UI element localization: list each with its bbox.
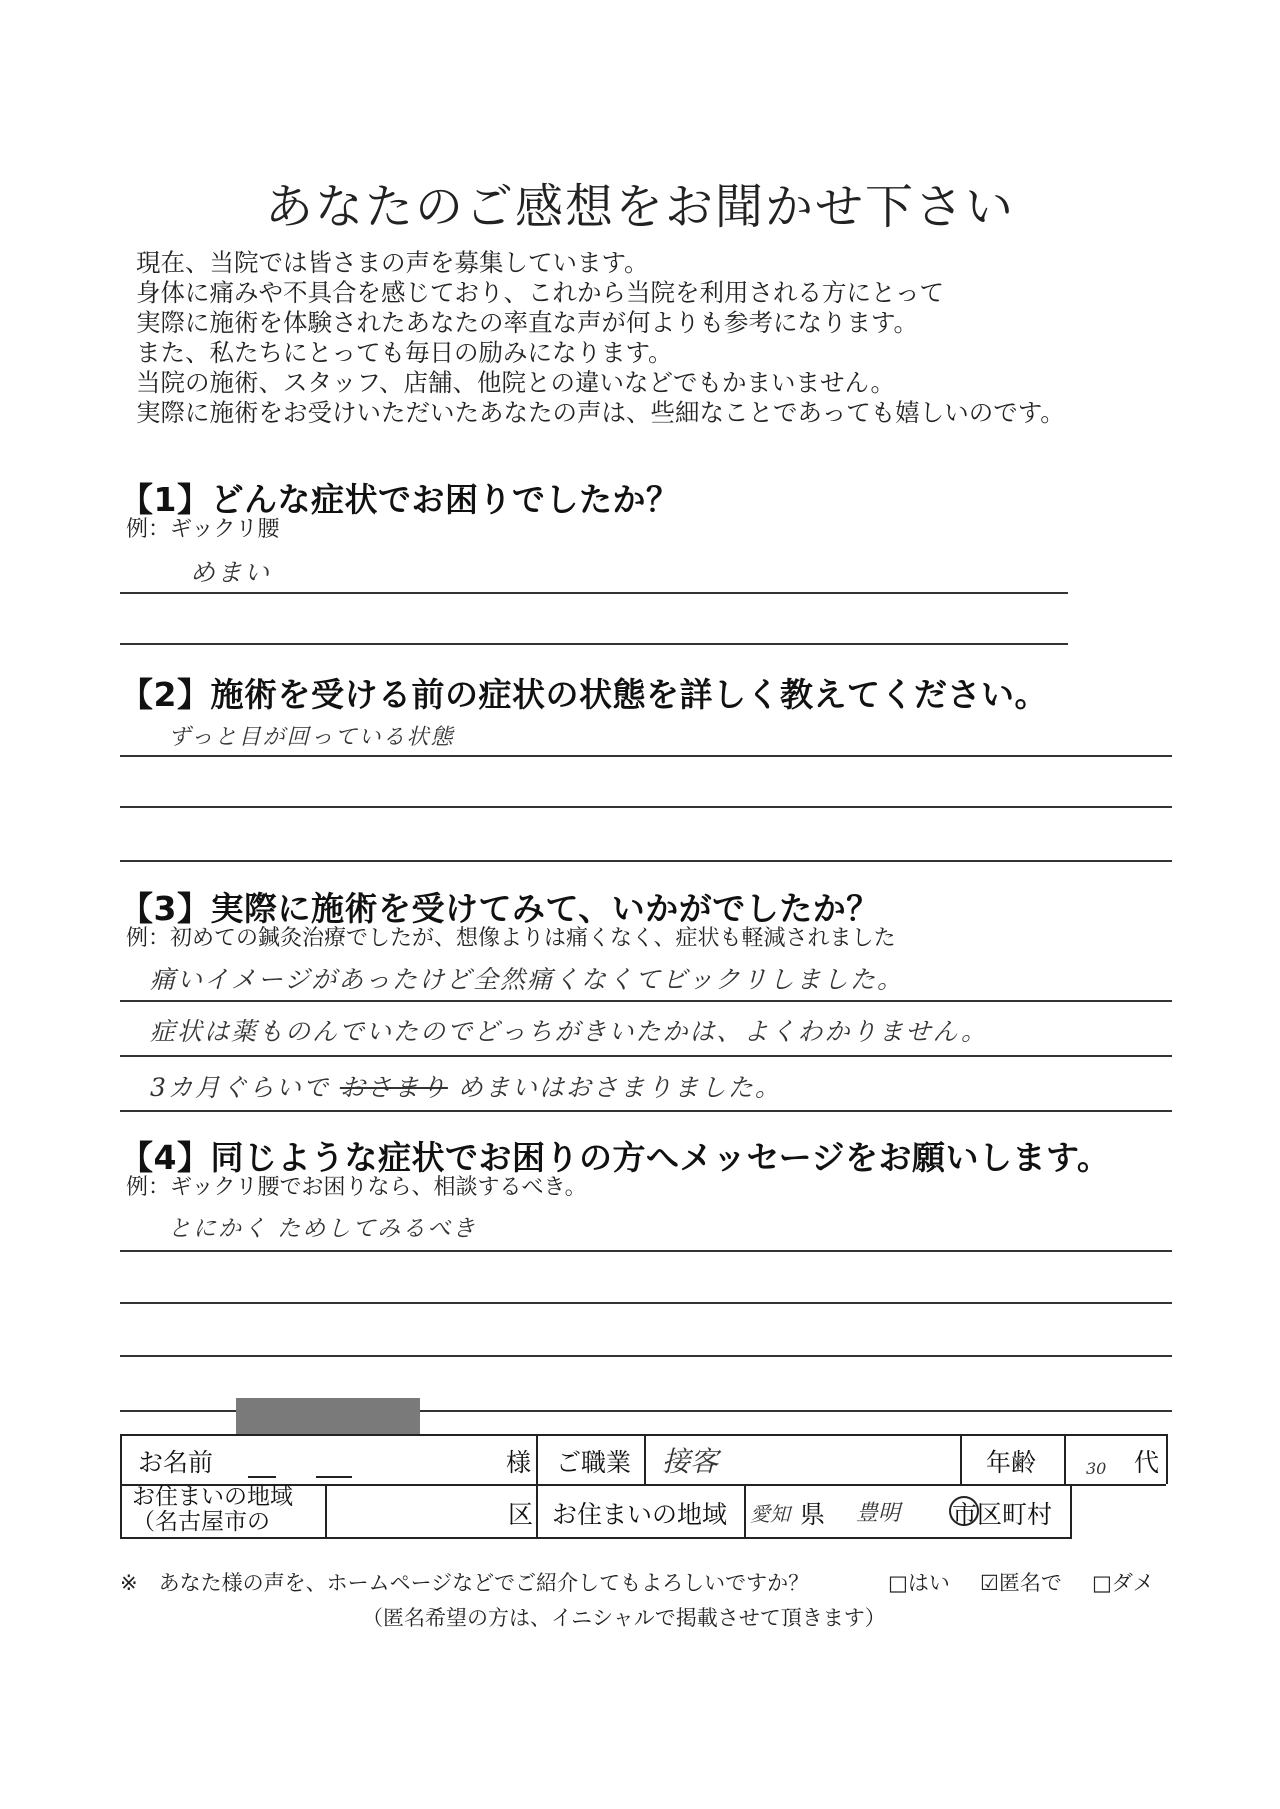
table-border bbox=[536, 1434, 538, 1539]
ken-label: 県 bbox=[800, 1500, 826, 1529]
name-underline bbox=[316, 1476, 352, 1478]
q3-answer-line3 bbox=[150, 1068, 782, 1104]
q2-heading: 【2】施術を受ける前の症状の状態を詳しく教えてください。 bbox=[120, 675, 1048, 714]
q3-answer3-pre: 3カ月ぐらいで bbox=[150, 1073, 330, 1102]
q4-heading: 【4】同じような症状でお困りの方へメッセージをお願いします。 bbox=[120, 1138, 1111, 1177]
table-border bbox=[1166, 1434, 1168, 1484]
intro-line: 実際に施術をお受けいただいたあなたの声は、些細なことであっても嬉しいのです。 bbox=[136, 398, 1065, 427]
q1-answer: めまい bbox=[190, 558, 272, 587]
answer-line bbox=[120, 643, 1068, 645]
q3-answer-line2: 症状は薬ものんでいたのでどっちがきいたかは、よくわかりません。 bbox=[150, 1017, 989, 1046]
option-yes: □はい bbox=[888, 1571, 950, 1595]
answer-line bbox=[120, 1302, 1172, 1304]
name-label: お名前 bbox=[138, 1448, 214, 1477]
publish-question: ※ あなた様の声を、ホームページなどでご紹介してもよろしいですか？ bbox=[120, 1571, 810, 1595]
answer-line bbox=[120, 1000, 1172, 1002]
page-title: あなたのご感想をお聞かせ下さい bbox=[264, 179, 1015, 235]
option-no: □ダメ bbox=[1092, 1571, 1154, 1595]
age-label: 年齢 bbox=[986, 1448, 1037, 1477]
intro-line: 現在、当院では皆さまの声を募集しています。 bbox=[136, 248, 649, 277]
sama-label: 様 bbox=[506, 1448, 532, 1477]
intro-line: 当院の施術、スタッフ、店舗、他院との違いなどでもかまいません。 bbox=[136, 368, 896, 397]
name-underline bbox=[248, 1476, 276, 1478]
q4-example: 例：ギックリ腰でお困りなら、相談するべき。 bbox=[126, 1175, 587, 1200]
q4-answer: とにかく ためしてみるべき bbox=[168, 1216, 478, 1242]
area-label: お住まいの地域 bbox=[552, 1500, 728, 1529]
answer-line bbox=[120, 806, 1172, 808]
q1-example: 例：ギックリ腰 bbox=[126, 517, 280, 542]
table-border bbox=[120, 1537, 1070, 1539]
city-circle-mark bbox=[949, 1496, 979, 1526]
q2-answer: ずっと目が回っている状態 bbox=[168, 725, 455, 750]
city-suffix: 市区町村 bbox=[952, 1500, 1053, 1529]
table-border bbox=[744, 1484, 746, 1539]
intro-line: また、私たちにとっても毎日の励みになります。 bbox=[136, 338, 673, 367]
option-anonymous: ☑匿名で bbox=[980, 1571, 1062, 1595]
answer-line bbox=[120, 1055, 1172, 1057]
q3-answer3-struck: おさまり bbox=[339, 1073, 448, 1102]
occupation-value: 接客 bbox=[662, 1445, 719, 1478]
table-border bbox=[120, 1434, 1166, 1436]
q1-heading: 【1】どんな症状でお困りでしたか？ bbox=[120, 480, 680, 519]
intro-line: 身体に痛みや不具合を感じており、これから当院を利用される方にとって bbox=[136, 278, 945, 307]
answer-line bbox=[120, 592, 1068, 594]
table-border bbox=[1064, 1434, 1066, 1484]
ku-label: 区 bbox=[508, 1500, 534, 1529]
q3-example: 例：初めての鍼灸治療でしたが、想像よりは痛くなく、症状も軽減されました bbox=[126, 926, 896, 951]
occupation-label: ご職業 bbox=[556, 1448, 632, 1477]
answer-line bbox=[120, 755, 1172, 757]
answer-line bbox=[120, 1110, 1172, 1112]
intro-text bbox=[136, 248, 1065, 428]
table-border bbox=[644, 1434, 646, 1484]
answer-line bbox=[120, 860, 1172, 862]
prefecture-value: 愛知 bbox=[750, 1502, 790, 1526]
city-value: 豊明 bbox=[856, 1501, 901, 1526]
table-border bbox=[960, 1434, 962, 1484]
redacted-name-box bbox=[236, 1398, 420, 1434]
intro-line: 実際に施術を体験されたあなたの率直な声が何よりも参考になります。 bbox=[136, 308, 919, 337]
table-border bbox=[325, 1484, 327, 1539]
q3-heading: 【3】実際に施術を受けてみて、いかがでしたか？ bbox=[120, 889, 880, 928]
table-border bbox=[120, 1434, 122, 1539]
q3-answer-line1: 痛いイメージがあったけど全然痛くなくてビックリしました。 bbox=[150, 965, 905, 994]
area-label-nagoya: お住まいの地域 （名古屋市の bbox=[132, 1484, 293, 1535]
anonymous-note: （匿名希望の方は、イニシャルで掲載させて頂きます） bbox=[362, 1606, 886, 1630]
age-value: 30 bbox=[1086, 1459, 1107, 1478]
table-border bbox=[1070, 1484, 1072, 1539]
answer-line bbox=[120, 1250, 1172, 1252]
answer-line bbox=[120, 1355, 1172, 1357]
age-suffix: 代 bbox=[1134, 1448, 1160, 1477]
q3-answer3-post: めまいはおさまりました。 bbox=[457, 1073, 782, 1102]
